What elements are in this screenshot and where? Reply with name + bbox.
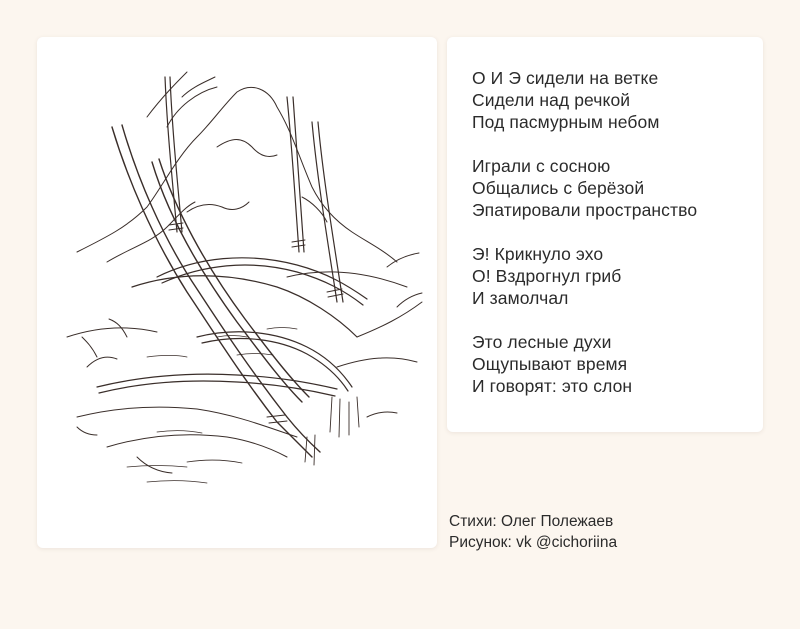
poem-stanza: [472, 67, 753, 133]
poem-line: Э! Крикнуло эхо: [472, 244, 604, 264]
credits: [449, 511, 617, 553]
poem-line: Эпатировали пространство: [472, 200, 698, 220]
poem-line: Играли с сосною: [472, 156, 611, 176]
poem-line: О И Э сидели на ветке: [472, 68, 659, 88]
poem-line: Общались с берёзой: [472, 178, 645, 198]
poem: [472, 67, 753, 397]
poem-credit: Стихи: Олег Полежаев: [449, 513, 614, 530]
poem-stanza: [472, 155, 753, 221]
poem-card: [447, 37, 763, 432]
poem-line: Сидели над речкой: [472, 90, 631, 110]
poem-line: Это лесные духи: [472, 332, 612, 352]
poem-line: И говорят: это слон: [472, 376, 633, 396]
illustration-card: [37, 37, 437, 548]
poem-stanza: [472, 243, 753, 309]
poem-line: О! Вздрогнул гриб: [472, 266, 622, 286]
drawing-credit: Рисунок: vk @cichoriina: [449, 534, 618, 551]
poem-line: И замолчал: [472, 288, 569, 308]
poem-line: Под пасмурным небом: [472, 112, 660, 132]
poem-stanza: [472, 331, 753, 397]
poem-line: Ощупывают время: [472, 354, 628, 374]
forest-branches-ink-drawing-icon: [37, 37, 437, 548]
